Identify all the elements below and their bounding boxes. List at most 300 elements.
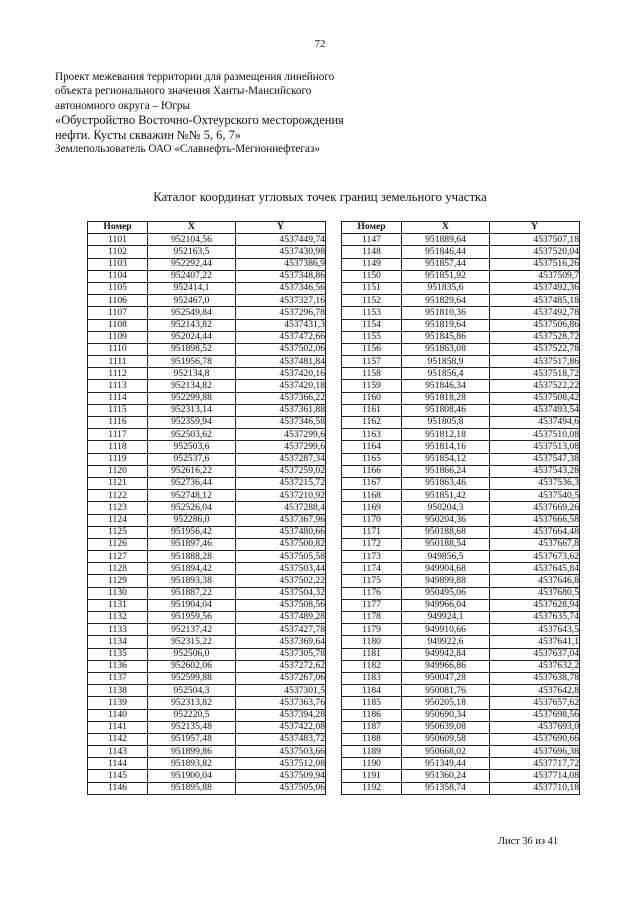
- header-line: автономного округа – Югры: [55, 99, 191, 112]
- point-number-cell: 1186: [342, 709, 402, 721]
- column-header-y: Y: [490, 222, 580, 234]
- table-row: [342, 648, 580, 660]
- table-row: [88, 258, 326, 270]
- x-coordinate-cell: 950204,36: [402, 514, 490, 526]
- point-number-cell: 1161: [342, 404, 402, 416]
- point-number-cell: 1127: [88, 551, 148, 563]
- table-row: [342, 246, 580, 258]
- x-coordinate-cell: 951805,8: [402, 417, 490, 429]
- point-number-cell: 1104: [88, 270, 148, 282]
- point-number-cell: 1172: [342, 538, 402, 550]
- x-coordinate-cell: 951851,92: [402, 270, 490, 282]
- point-number-cell: 1122: [88, 490, 148, 502]
- table-row: [88, 599, 326, 611]
- table-row: [88, 356, 326, 368]
- header-line: объекта регионального значения Ханты-Мансийского: [55, 85, 312, 98]
- point-number-cell: 1155: [342, 331, 402, 343]
- table-row: [88, 246, 326, 258]
- x-coordinate-cell: 951829,64: [402, 295, 490, 307]
- y-coordinate-cell: 4537369,64: [236, 636, 326, 648]
- point-number-cell: 1182: [342, 660, 402, 672]
- table-row: [342, 307, 580, 319]
- y-coordinate-cell: 4537698,56: [490, 709, 580, 721]
- x-coordinate-cell: 951358,74: [402, 782, 490, 794]
- point-number-cell: 1157: [342, 356, 402, 368]
- point-number-cell: 1123: [88, 502, 148, 514]
- x-coordinate-cell: 952286,0: [148, 514, 236, 526]
- x-coordinate-cell: 950188,54: [402, 538, 490, 550]
- table-row: [88, 709, 326, 721]
- point-number-cell: 1106: [88, 295, 148, 307]
- point-number-cell: 1119: [88, 453, 148, 465]
- x-coordinate-cell: 952549,84: [148, 307, 236, 319]
- table-row: [88, 417, 326, 429]
- y-coordinate-cell: 4537427,78: [236, 624, 326, 636]
- x-coordinate-cell: 950668,02: [402, 746, 490, 758]
- point-number-cell: 1111: [88, 356, 148, 368]
- x-coordinate-cell: 951889,64: [402, 234, 490, 246]
- point-number-cell: 1183: [342, 672, 402, 684]
- point-number-cell: 1128: [88, 563, 148, 575]
- point-number-cell: 1163: [342, 429, 402, 441]
- x-coordinate-cell: 951893,38: [148, 575, 236, 587]
- x-coordinate-cell: 951808,46: [402, 404, 490, 416]
- x-coordinate-cell: 952220,5: [148, 709, 236, 721]
- y-coordinate-cell: 4537366,22: [236, 392, 326, 404]
- table-row: [342, 721, 580, 733]
- point-number-cell: 1149: [342, 258, 402, 270]
- table-row: [88, 319, 326, 331]
- table-header-row: [342, 222, 580, 234]
- x-coordinate-cell: 950047,28: [402, 672, 490, 684]
- point-number-cell: 1108: [88, 319, 148, 331]
- x-coordinate-cell: 952407,22: [148, 270, 236, 282]
- table-row: [88, 490, 326, 502]
- table-row: [342, 709, 580, 721]
- header-line: Проект межевания территории для размещения линейного: [55, 71, 335, 83]
- sheet-footer: Лист 36 из 41: [498, 836, 558, 847]
- table-row: [88, 526, 326, 538]
- table-row: [88, 477, 326, 489]
- x-coordinate-cell: 950204,3: [402, 502, 490, 514]
- x-coordinate-cell: 951858,9: [402, 356, 490, 368]
- y-coordinate-cell: 4537500,82: [236, 538, 326, 550]
- table-row: [342, 782, 580, 794]
- point-number-cell: 1185: [342, 697, 402, 709]
- point-number-cell: 1160: [342, 392, 402, 404]
- x-coordinate-cell: 951818,28: [402, 392, 490, 404]
- table-row: [88, 563, 326, 575]
- y-coordinate-cell: 4537517,86: [490, 356, 580, 368]
- table-row: [342, 526, 580, 538]
- point-number-cell: 1117: [88, 429, 148, 441]
- x-coordinate-cell: 952467,0: [148, 295, 236, 307]
- point-number-cell: 1102: [88, 246, 148, 258]
- y-coordinate-cell: 4537508,56: [236, 599, 326, 611]
- y-coordinate-cell: 4537502,22: [236, 575, 326, 587]
- x-coordinate-cell: 952313,14: [148, 404, 236, 416]
- x-coordinate-cell: 951846,44: [402, 246, 490, 258]
- x-coordinate-cell: 952748,12: [148, 490, 236, 502]
- y-coordinate-cell: 4537522,78: [490, 343, 580, 355]
- y-coordinate-cell: 4537667,8: [490, 538, 580, 550]
- point-number-cell: 1101: [88, 234, 148, 246]
- y-coordinate-cell: 4537346,58: [236, 417, 326, 429]
- y-coordinate-cell: 4537696,38: [490, 746, 580, 758]
- y-coordinate-cell: 4537646,8: [490, 575, 580, 587]
- y-coordinate-cell: 4537430,98: [236, 246, 326, 258]
- x-coordinate-cell: 950188,68: [402, 526, 490, 538]
- y-coordinate-cell: 4537259,02: [236, 465, 326, 477]
- table-row: [342, 441, 580, 453]
- y-coordinate-cell: 4537520,04: [490, 246, 580, 258]
- point-number-cell: 1176: [342, 587, 402, 599]
- point-number-cell: 1143: [88, 746, 148, 758]
- x-coordinate-cell: 952163,5: [148, 246, 236, 258]
- x-coordinate-cell: 952506,0: [148, 648, 236, 660]
- y-coordinate-cell: 4537394,28: [236, 709, 326, 721]
- table-row: [88, 721, 326, 733]
- table-row: [88, 551, 326, 563]
- table-body: [342, 234, 580, 795]
- x-coordinate-cell: 951812,18: [402, 429, 490, 441]
- table-row: [342, 270, 580, 282]
- y-coordinate-cell: 4537632,2: [490, 660, 580, 672]
- table-row: [88, 380, 326, 392]
- table-row: [342, 404, 580, 416]
- point-number-cell: 1192: [342, 782, 402, 794]
- x-coordinate-cell: 951898,52: [148, 343, 236, 355]
- point-number-cell: 1179: [342, 624, 402, 636]
- y-coordinate-cell: 4537503,66: [236, 746, 326, 758]
- y-coordinate-cell: 4537693,0: [490, 721, 580, 733]
- table-row: [88, 612, 326, 624]
- y-coordinate-cell: 4537299,6: [236, 429, 326, 441]
- table-row: [342, 356, 580, 368]
- point-number-cell: 1167: [342, 477, 402, 489]
- point-number-cell: 1124: [88, 514, 148, 526]
- table-row: [88, 660, 326, 672]
- table-row: [88, 404, 326, 416]
- y-coordinate-cell: 4537641,1: [490, 636, 580, 648]
- x-coordinate-cell: 951863,08: [402, 343, 490, 355]
- x-coordinate-cell: 949910,66: [402, 624, 490, 636]
- table-header-row: [88, 222, 326, 234]
- table-row: [88, 672, 326, 684]
- table-row: [342, 551, 580, 563]
- header-line: Землепользователь ОАО «Славнефть-Мегионнефтегаз»: [55, 143, 320, 156]
- point-number-cell: 1191: [342, 770, 402, 782]
- y-coordinate-cell: 4537664,48: [490, 526, 580, 538]
- x-coordinate-cell: 951893,82: [148, 758, 236, 770]
- x-coordinate-cell: 951894,42: [148, 563, 236, 575]
- table-row: [342, 770, 580, 782]
- point-number-cell: 1150: [342, 270, 402, 282]
- point-number-cell: 1133: [88, 624, 148, 636]
- point-number-cell: 1113: [88, 380, 148, 392]
- point-number-cell: 1175: [342, 575, 402, 587]
- x-coordinate-cell: 952292,44: [148, 258, 236, 270]
- table-row: [88, 538, 326, 550]
- y-coordinate-cell: 4537485,18: [490, 295, 580, 307]
- point-number-cell: 1170: [342, 514, 402, 526]
- point-number-cell: 1118: [88, 441, 148, 453]
- point-number-cell: 1184: [342, 685, 402, 697]
- x-coordinate-cell: 951899,86: [148, 746, 236, 758]
- y-coordinate-cell: 4537420,16: [236, 368, 326, 380]
- y-coordinate-cell: 4537449,74: [236, 234, 326, 246]
- x-coordinate-cell: 950609,58: [402, 733, 490, 745]
- y-coordinate-cell: 4537215,72: [236, 477, 326, 489]
- x-coordinate-cell: 951959,56: [148, 612, 236, 624]
- y-coordinate-cell: 4537327,16: [236, 295, 326, 307]
- x-coordinate-cell: 951863,46: [402, 477, 490, 489]
- point-number-cell: 1178: [342, 612, 402, 624]
- point-number-cell: 1112: [88, 368, 148, 380]
- point-number-cell: 1141: [88, 721, 148, 733]
- x-coordinate-cell: 951900,04: [148, 770, 236, 782]
- y-coordinate-cell: 4537420,18: [236, 380, 326, 392]
- y-coordinate-cell: 4537522,22: [490, 380, 580, 392]
- y-coordinate-cell: 4537513,08: [490, 441, 580, 453]
- table-row: [342, 453, 580, 465]
- table-row: [342, 295, 580, 307]
- table-row: [88, 502, 326, 514]
- point-number-cell: 1135: [88, 648, 148, 660]
- point-number-cell: 1129: [88, 575, 148, 587]
- x-coordinate-cell: 951835,6: [402, 282, 490, 294]
- x-coordinate-cell: 952602,06: [148, 660, 236, 672]
- x-coordinate-cell: 952503,62: [148, 429, 236, 441]
- x-coordinate-cell: 952134,8: [148, 368, 236, 380]
- x-coordinate-cell: 951897,46: [148, 538, 236, 550]
- x-coordinate-cell: 951845,86: [402, 331, 490, 343]
- table-row: [342, 392, 580, 404]
- x-coordinate-cell: 949904,68: [402, 563, 490, 575]
- x-coordinate-cell: 952359,94: [148, 417, 236, 429]
- x-coordinate-cell: 951895,88: [148, 782, 236, 794]
- y-coordinate-cell: 4537717,72: [490, 758, 580, 770]
- y-coordinate-cell: 4537536,3: [490, 477, 580, 489]
- table-row: [88, 514, 326, 526]
- table-row: [88, 575, 326, 587]
- y-coordinate-cell: 4537657,62: [490, 697, 580, 709]
- point-number-cell: 1105: [88, 282, 148, 294]
- point-number-cell: 1145: [88, 770, 148, 782]
- point-number-cell: 1173: [342, 551, 402, 563]
- table-row: [88, 648, 326, 660]
- point-number-cell: 1121: [88, 477, 148, 489]
- x-coordinate-cell: 952504,3: [148, 685, 236, 697]
- y-coordinate-cell: 4537637,04: [490, 648, 580, 660]
- table-row: [342, 380, 580, 392]
- y-coordinate-cell: 4537666,58: [490, 514, 580, 526]
- y-coordinate-cell: 4537547,38: [490, 453, 580, 465]
- x-coordinate-cell: 952024,44: [148, 331, 236, 343]
- y-coordinate-cell: 4537507,18: [490, 234, 580, 246]
- y-coordinate-cell: 4537301,5: [236, 685, 326, 697]
- page-number: 72: [314, 38, 326, 50]
- point-number-cell: 1126: [88, 538, 148, 550]
- header-line: нефти. Кусты скважин №№ 5, 6, 7»: [55, 127, 241, 142]
- y-coordinate-cell: 4537483,72: [236, 733, 326, 745]
- x-coordinate-cell: 952315,22: [148, 636, 236, 648]
- x-coordinate-cell: 952143,82: [148, 319, 236, 331]
- table-row: [88, 636, 326, 648]
- point-number-cell: 1138: [88, 685, 148, 697]
- y-coordinate-cell: 4537489,28: [236, 612, 326, 624]
- x-coordinate-cell: 951846,34: [402, 380, 490, 392]
- y-coordinate-cell: 4537287,34: [236, 453, 326, 465]
- table-row: [88, 234, 326, 246]
- y-coordinate-cell: 4537509,7: [490, 270, 580, 282]
- y-coordinate-cell: 4537367,96: [236, 514, 326, 526]
- x-coordinate-cell: 952503,6: [148, 441, 236, 453]
- y-coordinate-cell: 4537422,08: [236, 721, 326, 733]
- x-coordinate-cell: 951888,28: [148, 551, 236, 563]
- y-coordinate-cell: 4537494,6: [490, 417, 580, 429]
- y-coordinate-cell: 4537710,18: [490, 782, 580, 794]
- point-number-cell: 1136: [88, 660, 148, 672]
- x-coordinate-cell: 951857,44: [402, 258, 490, 270]
- y-coordinate-cell: 4537505,06: [236, 782, 326, 794]
- x-coordinate-cell: 951866,24: [402, 465, 490, 477]
- y-coordinate-cell: 4537386,9: [236, 258, 326, 270]
- point-number-cell: 1114: [88, 392, 148, 404]
- x-coordinate-cell: 952313,82: [148, 697, 236, 709]
- table-row: [342, 624, 580, 636]
- table-row: [88, 770, 326, 782]
- point-number-cell: 1164: [342, 441, 402, 453]
- table-row: [342, 368, 580, 380]
- x-coordinate-cell: 949966,86: [402, 660, 490, 672]
- x-coordinate-cell: 951360,24: [402, 770, 490, 782]
- y-coordinate-cell: 4537493,54: [490, 404, 580, 416]
- coordinates-table-left: [87, 221, 326, 795]
- table-row: [342, 282, 580, 294]
- table-row: [88, 441, 326, 453]
- point-number-cell: 1147: [342, 234, 402, 246]
- y-coordinate-cell: 4537480,66: [236, 526, 326, 538]
- y-coordinate-cell: 4537714,08: [490, 770, 580, 782]
- point-number-cell: 1169: [342, 502, 402, 514]
- x-coordinate-cell: 952736,44: [148, 477, 236, 489]
- x-coordinate-cell: 951854,12: [402, 453, 490, 465]
- point-number-cell: 1103: [88, 258, 148, 270]
- table-row: [342, 258, 580, 270]
- x-coordinate-cell: 951956,78: [148, 356, 236, 368]
- column-header-x: X: [148, 222, 236, 234]
- y-coordinate-cell: 4537299,6: [236, 441, 326, 453]
- point-number-cell: 1181: [342, 648, 402, 660]
- point-number-cell: 1130: [88, 587, 148, 599]
- y-coordinate-cell: 4537512,08: [236, 758, 326, 770]
- x-coordinate-cell: 949899,88: [402, 575, 490, 587]
- x-coordinate-cell: 951956,42: [148, 526, 236, 538]
- point-number-cell: 1152: [342, 295, 402, 307]
- y-coordinate-cell: 4537492,36: [490, 282, 580, 294]
- table-row: [88, 465, 326, 477]
- x-coordinate-cell: 950690,34: [402, 709, 490, 721]
- column-header-y: Y: [236, 222, 326, 234]
- y-coordinate-cell: 4537669,26: [490, 502, 580, 514]
- y-coordinate-cell: 4537628,94: [490, 599, 580, 611]
- y-coordinate-cell: 4537516,26: [490, 258, 580, 270]
- y-coordinate-cell: 4537543,28: [490, 465, 580, 477]
- point-number-cell: 1144: [88, 758, 148, 770]
- point-number-cell: 1168: [342, 490, 402, 502]
- table-row: [342, 514, 580, 526]
- table-row: [342, 319, 580, 331]
- x-coordinate-cell: 950081,76: [402, 685, 490, 697]
- point-number-cell: 1171: [342, 526, 402, 538]
- x-coordinate-cell: 952134,82: [148, 380, 236, 392]
- point-number-cell: 1131: [88, 599, 148, 611]
- y-coordinate-cell: 4537502,06: [236, 343, 326, 355]
- x-coordinate-cell: 952599,88: [148, 672, 236, 684]
- table-row: [342, 636, 580, 648]
- x-coordinate-cell: 950639,08: [402, 721, 490, 733]
- table-row: [88, 307, 326, 319]
- point-number-cell: 1110: [88, 343, 148, 355]
- table-row: [88, 295, 326, 307]
- coordinates-table-right: [341, 221, 580, 795]
- x-coordinate-cell: 949924,1: [402, 612, 490, 624]
- x-coordinate-cell: 951349,44: [402, 758, 490, 770]
- y-coordinate-cell: 4537506,86: [490, 319, 580, 331]
- y-coordinate-cell: 4537472,66: [236, 331, 326, 343]
- x-coordinate-cell: 951904,04: [148, 599, 236, 611]
- table-row: [342, 563, 580, 575]
- table-row: [88, 697, 326, 709]
- table-row: [88, 270, 326, 282]
- table-row: [342, 746, 580, 758]
- table-row: [88, 733, 326, 745]
- point-number-cell: 1166: [342, 465, 402, 477]
- y-coordinate-cell: 4537503,44: [236, 563, 326, 575]
- y-coordinate-cell: 4537643,5: [490, 624, 580, 636]
- header-line: «Обустройство Восточно-Охтеурского месторождения: [55, 113, 344, 128]
- table-row: [88, 685, 326, 697]
- x-coordinate-cell: 950205,18: [402, 697, 490, 709]
- point-number-cell: 1132: [88, 612, 148, 624]
- x-coordinate-cell: 949856,5: [402, 551, 490, 563]
- y-coordinate-cell: 4537492,78: [490, 307, 580, 319]
- point-number-cell: 1148: [342, 246, 402, 258]
- point-number-cell: 1189: [342, 746, 402, 758]
- table-row: [342, 758, 580, 770]
- y-coordinate-cell: 4537348,86: [236, 270, 326, 282]
- x-coordinate-cell: 951814,16: [402, 441, 490, 453]
- point-number-cell: 1174: [342, 563, 402, 575]
- point-number-cell: 1125: [88, 526, 148, 538]
- y-coordinate-cell: 4537296,78: [236, 307, 326, 319]
- y-coordinate-cell: 4537510,08: [490, 429, 580, 441]
- x-coordinate-cell: 952137,42: [148, 624, 236, 636]
- point-number-cell: 1188: [342, 733, 402, 745]
- y-coordinate-cell: 4537272,62: [236, 660, 326, 672]
- x-coordinate-cell: 949922,6: [402, 636, 490, 648]
- x-coordinate-cell: 952104,56: [148, 234, 236, 246]
- table-row: [342, 331, 580, 343]
- point-number-cell: 1134: [88, 636, 148, 648]
- y-coordinate-cell: 4537638,78: [490, 672, 580, 684]
- table-row: [342, 733, 580, 745]
- table-row: [342, 672, 580, 684]
- x-coordinate-cell: 949966,04: [402, 599, 490, 611]
- x-coordinate-cell: 950495,06: [402, 587, 490, 599]
- point-number-cell: 1162: [342, 417, 402, 429]
